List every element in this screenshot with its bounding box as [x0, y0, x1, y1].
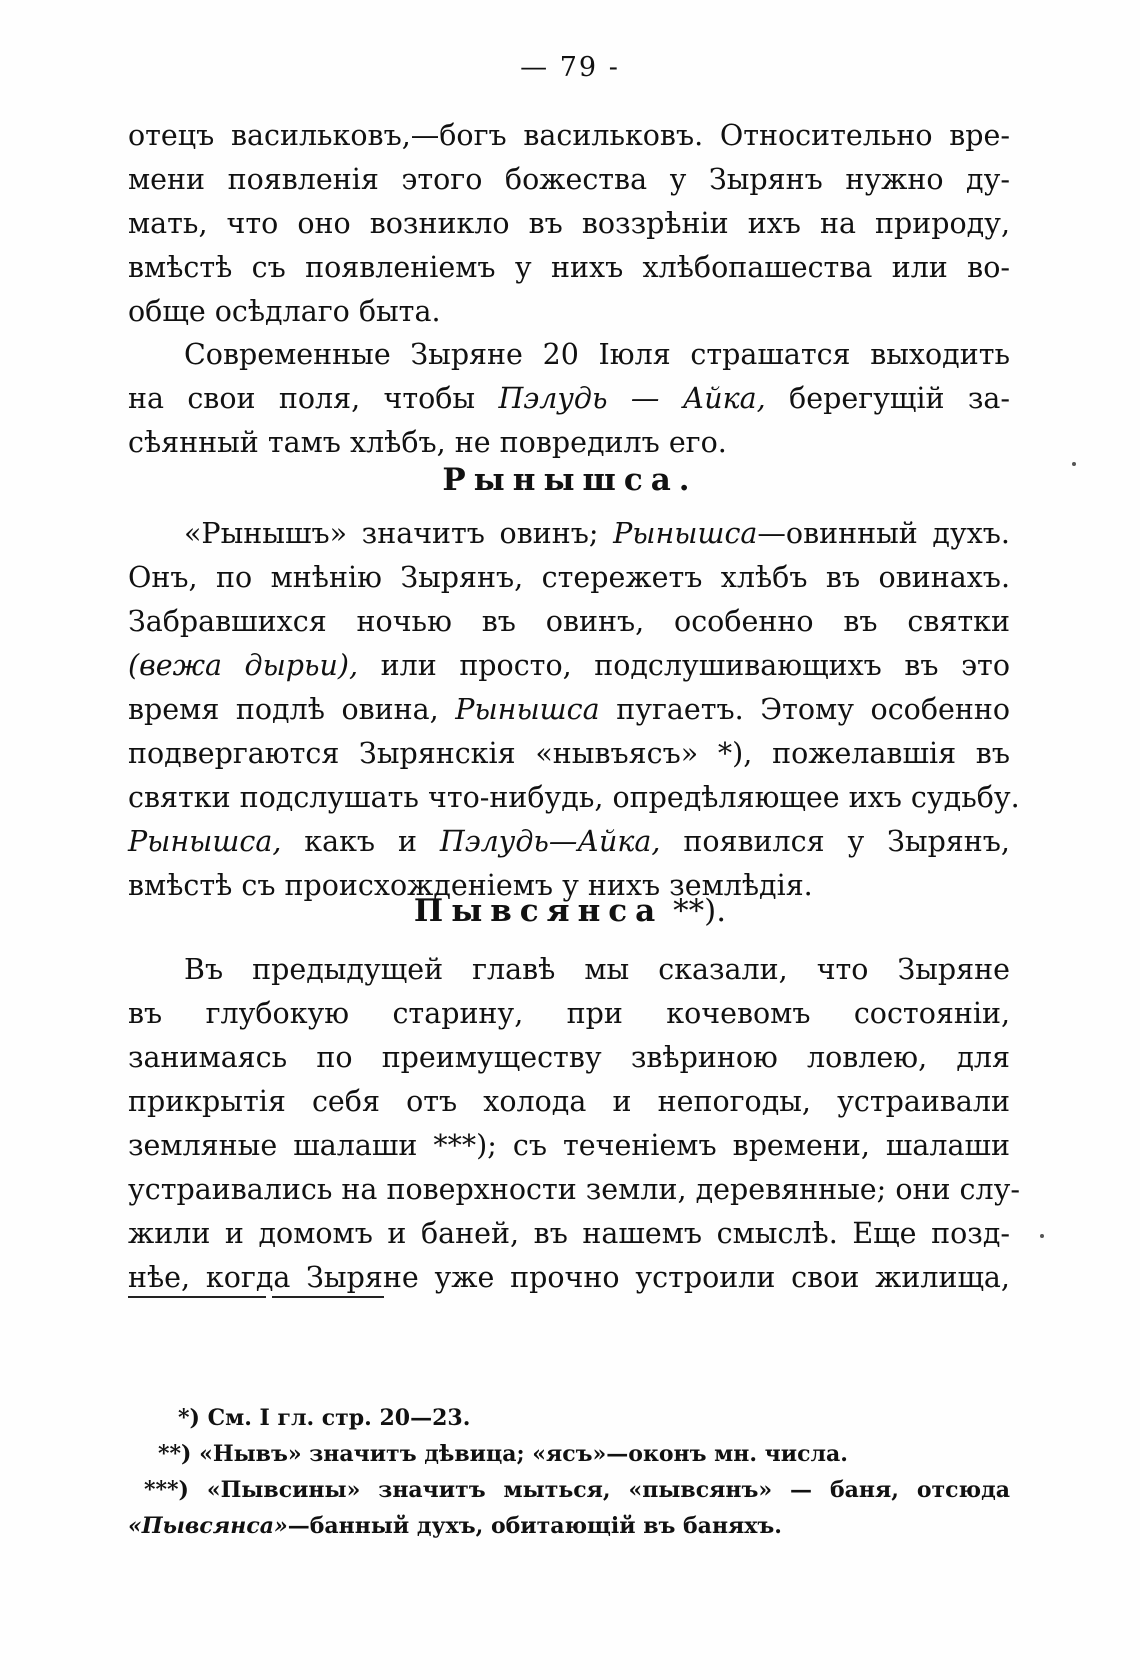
deity-name: Рынышса: [613, 517, 758, 550]
paragraph-july-20: [128, 333, 1010, 465]
text-line: земляные шалаши ***); съ теченіемъ времени, шалаши: [128, 1129, 1010, 1162]
text-line: мать, что оно возникло въ воззрѣніи ихъ на природу,: [128, 207, 1010, 240]
text-line: святки подслушать что-нибудь, опредѣляющее ихъ судьбу.: [128, 781, 1020, 814]
text-line: [128, 512, 1010, 556]
text-span: или просто, подслушивающихъ въ это: [358, 649, 1010, 682]
text-line: [128, 644, 1010, 688]
text-line: обще осѣдлаго быта.: [128, 295, 441, 328]
text-line: вмѣстѣ съ происхожденіемъ у нихъ землѣдія.: [128, 869, 813, 902]
footnote-rule: [272, 1296, 384, 1298]
footnotes: [128, 1400, 1010, 1544]
text-span: —овинный духъ.: [757, 517, 1010, 550]
footnote-1: *) См. I гл. стр. 20—23.: [178, 1405, 471, 1431]
text-line: занимаясь по преимуществу звѣриною ловлею, для: [128, 1041, 1010, 1074]
paragraph-continuation: [128, 114, 1010, 334]
text-line: Забравшихся ночью въ овинъ, особенно въ святки: [128, 605, 1010, 638]
text-line: подвергаются Зырянскія «нывъясъ» *), пожелавшія въ: [128, 737, 1010, 770]
term: (вежа дырьи),: [128, 649, 359, 682]
deity-name: Пэлудь — Айка,: [498, 382, 766, 415]
text-line: [128, 688, 1010, 732]
text-line: прикрытія себя отъ холода и непогоды, устраивали: [128, 1085, 1010, 1118]
text-span: на свои поля, чтобы: [128, 382, 499, 415]
footnote-rule: [128, 1296, 266, 1298]
text-line: отецъ васильковъ,—богъ васильковъ. Относительно вре-: [128, 119, 1010, 152]
text-span: появился у Зырянъ,: [660, 825, 1010, 858]
section-heading-pyvsyansa: [0, 893, 1140, 929]
deity-name: Пэлудь—Айка,: [439, 825, 661, 858]
text-line: Онъ, по мнѣнію Зырянъ, стережетъ хлѣбъ въ овинахъ.: [128, 561, 1010, 594]
paragraph-rynyshsa: [128, 512, 1020, 908]
scan-speck: [1040, 1234, 1044, 1238]
text-line: сѣянный тамъ хлѣбъ, не повредилъ его.: [128, 426, 727, 459]
text-line: мени появленія этого божества у Зырянъ нужно ду-: [128, 163, 1010, 196]
footnote-ref: **).: [663, 893, 727, 929]
footnote-3-continued: [128, 1508, 1010, 1544]
text-line: [128, 377, 1010, 421]
paragraph-pyvsyansa: [128, 948, 1020, 1300]
text-line: вмѣстѣ съ появленіемъ у нихъ хлѣбопашества или во-: [128, 251, 1010, 284]
term: «Пывсянса»: [128, 1513, 288, 1539]
deity-name: Рынышса,: [128, 825, 282, 858]
section-heading-rynyshsa: Рынышса.: [442, 462, 698, 498]
page-number: — 79 -: [520, 52, 620, 83]
text-line: Въ предыдущей главѣ мы сказали, что Зыряне: [184, 953, 1010, 986]
text-span: какъ и: [281, 825, 440, 858]
heading-title: Пывсянса: [413, 893, 664, 929]
text-span: берегущій за-: [765, 382, 1011, 415]
scan-speck: [1072, 462, 1076, 466]
text-line: Современные Зыряне 20 Іюля страшатся выходить: [184, 338, 1010, 371]
text-span: пугаетъ. Этому особенно: [599, 693, 1010, 726]
text-span: «Рынышъ» значитъ овинъ;: [184, 517, 614, 550]
text-span: —банный духъ, обитающій въ баняхъ.: [287, 1513, 782, 1539]
text-line: нѣе, когда Зыряне уже прочно устроили свои жилища,: [128, 1261, 1010, 1294]
text-line: [128, 820, 1010, 864]
deity-name: Рынышса: [455, 693, 600, 726]
text-line: жили и домомъ и баней, въ нашемъ смыслѣ. Еще позд-: [128, 1217, 1010, 1250]
text-line: въ глубокую старину, при кочевомъ состояніи,: [128, 997, 1010, 1030]
footnote-3: ***) «Пывсины» значитъ мыться, «пывсянъ» — баня, отсюда: [144, 1477, 1010, 1503]
footnote-2: **) «Нывъ» значитъ дѣвица; «ясъ»—оконъ мн. числа.: [158, 1441, 848, 1467]
text-line: устраивались на поверхности земли, деревянные; они слу-: [128, 1173, 1020, 1206]
text-span: время подлѣ овина,: [128, 693, 456, 726]
